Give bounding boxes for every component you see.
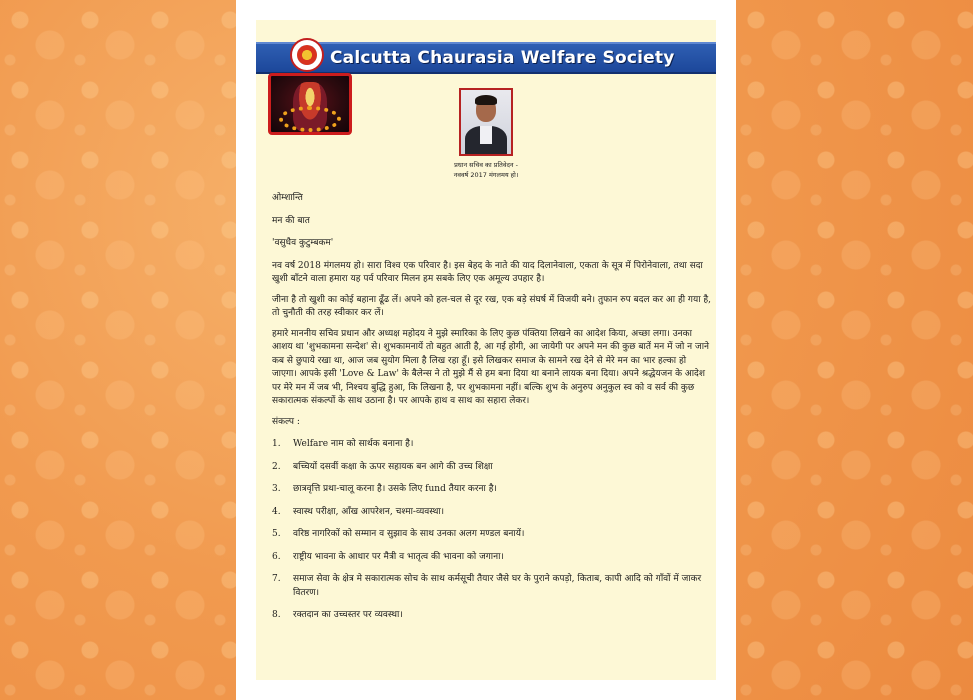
header-banner xyxy=(256,42,716,74)
letter-subject: मन की बात xyxy=(272,215,310,226)
list-item: 4. स्वास्थ परीक्षा, आँख आपरेशन, चश्मा-व्यवस्था। xyxy=(272,506,445,517)
document-paper xyxy=(256,20,716,680)
background-pattern-left xyxy=(0,0,236,700)
secretary-photo xyxy=(459,88,513,156)
list-item: 6. राष्ट्रीय भावना के आधार पर मैत्री व भातृत्व की भावना को जगाना। xyxy=(272,551,504,562)
photo-caption-line1: प्रधान सचिव का प्रतिवेदन - xyxy=(454,161,518,169)
list-item: 7. समाज सेवा के क्षेत्र मे सकारात्मक सोच के साथ कर्मसूची तैयार जैसे घर के पुराने कपड़ो, किताब, कापी आदि को गाँवों में जाकर वितरण। xyxy=(272,574,702,598)
society-title: Calcutta Chaurasia Welfare Society xyxy=(330,48,675,68)
photo-caption xyxy=(426,160,546,180)
letter-body xyxy=(272,192,712,632)
paragraph: जीना है तो खुशी का कोई बहाना ढूँढ लें। अपने को हल-चल से दूर रख, एक बड़े संघर्ष में विजयी बने। तुफान रुप बदल कर आ ही गया है, तो चुनौती की तरह स्वीकार कर लें। xyxy=(272,294,712,318)
letter-greeting: ओम्शान्ति xyxy=(272,193,303,203)
list-item: 5. वरिष्ठ नागरिकों को सम्मान व सुझाव के साथ उनका अलग मण्डल बनायें। xyxy=(272,529,525,539)
paragraph: नव वर्ष 2018 मंगलमय हो। सारा विश्व एक परिवार है। इस बेहद के नाते की याद दिलानेवाला, एकता के सूत्र में पिरोनेवाला, तथा सदा खुशी बाँटने वाला हमारा यह पर्व परिवार मिलन हम सबके लिए एक अमूल्य उपहार है। xyxy=(272,260,703,284)
paragraph: हमारे माननीय सचिव प्रधान और अध्यक्ष महोदय ने मुझे स्मारिका के लिए कुछ पंक्तिया लिखने का आदेश किया, अच्छा लगा। उनका आशय था 'शुभकामना सन्देश' से। शुभकामनायें तो बहुत आती है, आ गई होगी, आ जायेगी पर अपने मन की कुछ बातें मन में जो न जाने कब से छुपाये रखा था, आज जब सुयोग मिला है लिख रहा हूँ। इसे लिखकर समाज के सामने रख देने से मेरे मन का भार हल्का हो जाएगा। आपके इसी 'Love & Law' के बैलेन्स ने तो मुझे मैं से हम बना दिया था बनाने लायक बना दिया। अपने श्रद्धेयजन के आदेश पर मेरे मन में जब भी, निश्चय बुद्धि हुआ, कि लिखना है, पर शुभकामना नहीं। बल्कि शुभ के अनुरुप अनुकुल स्व को व सर्व की कुछ सकारात्मक संकल्पों के साथ उठाना है। पर आपके हाथ व साथ का सहारा लेकर। xyxy=(272,328,710,406)
resolves-heading: संकल्प : xyxy=(272,416,300,427)
list-item: 1. Welfare नाम को सार्थक बनाना है। xyxy=(272,439,414,449)
background-pattern-right xyxy=(736,0,973,700)
resolves-list xyxy=(272,438,712,623)
letter-motto: 'वसुधैव कुटुम्बकम' xyxy=(272,238,334,248)
list-item: 8. रक्तदान का उच्चस्तर पर व्यवस्था। xyxy=(272,610,403,620)
deity-image xyxy=(268,73,352,135)
list-item: 2. बच्चियों दसवीं कक्षा के ऊपर सहायक बन आगे की उच्च शिक्षा xyxy=(272,461,493,472)
document-page xyxy=(236,0,736,700)
list-item: 3. छात्रवृत्ति प्रथा-चालू करना है। उसके लिए fund तैयार करना है। xyxy=(272,484,497,494)
photo-caption-line2: नववर्ष 2017 मंगलमय हो। xyxy=(453,171,519,179)
society-logo-icon xyxy=(290,38,324,72)
